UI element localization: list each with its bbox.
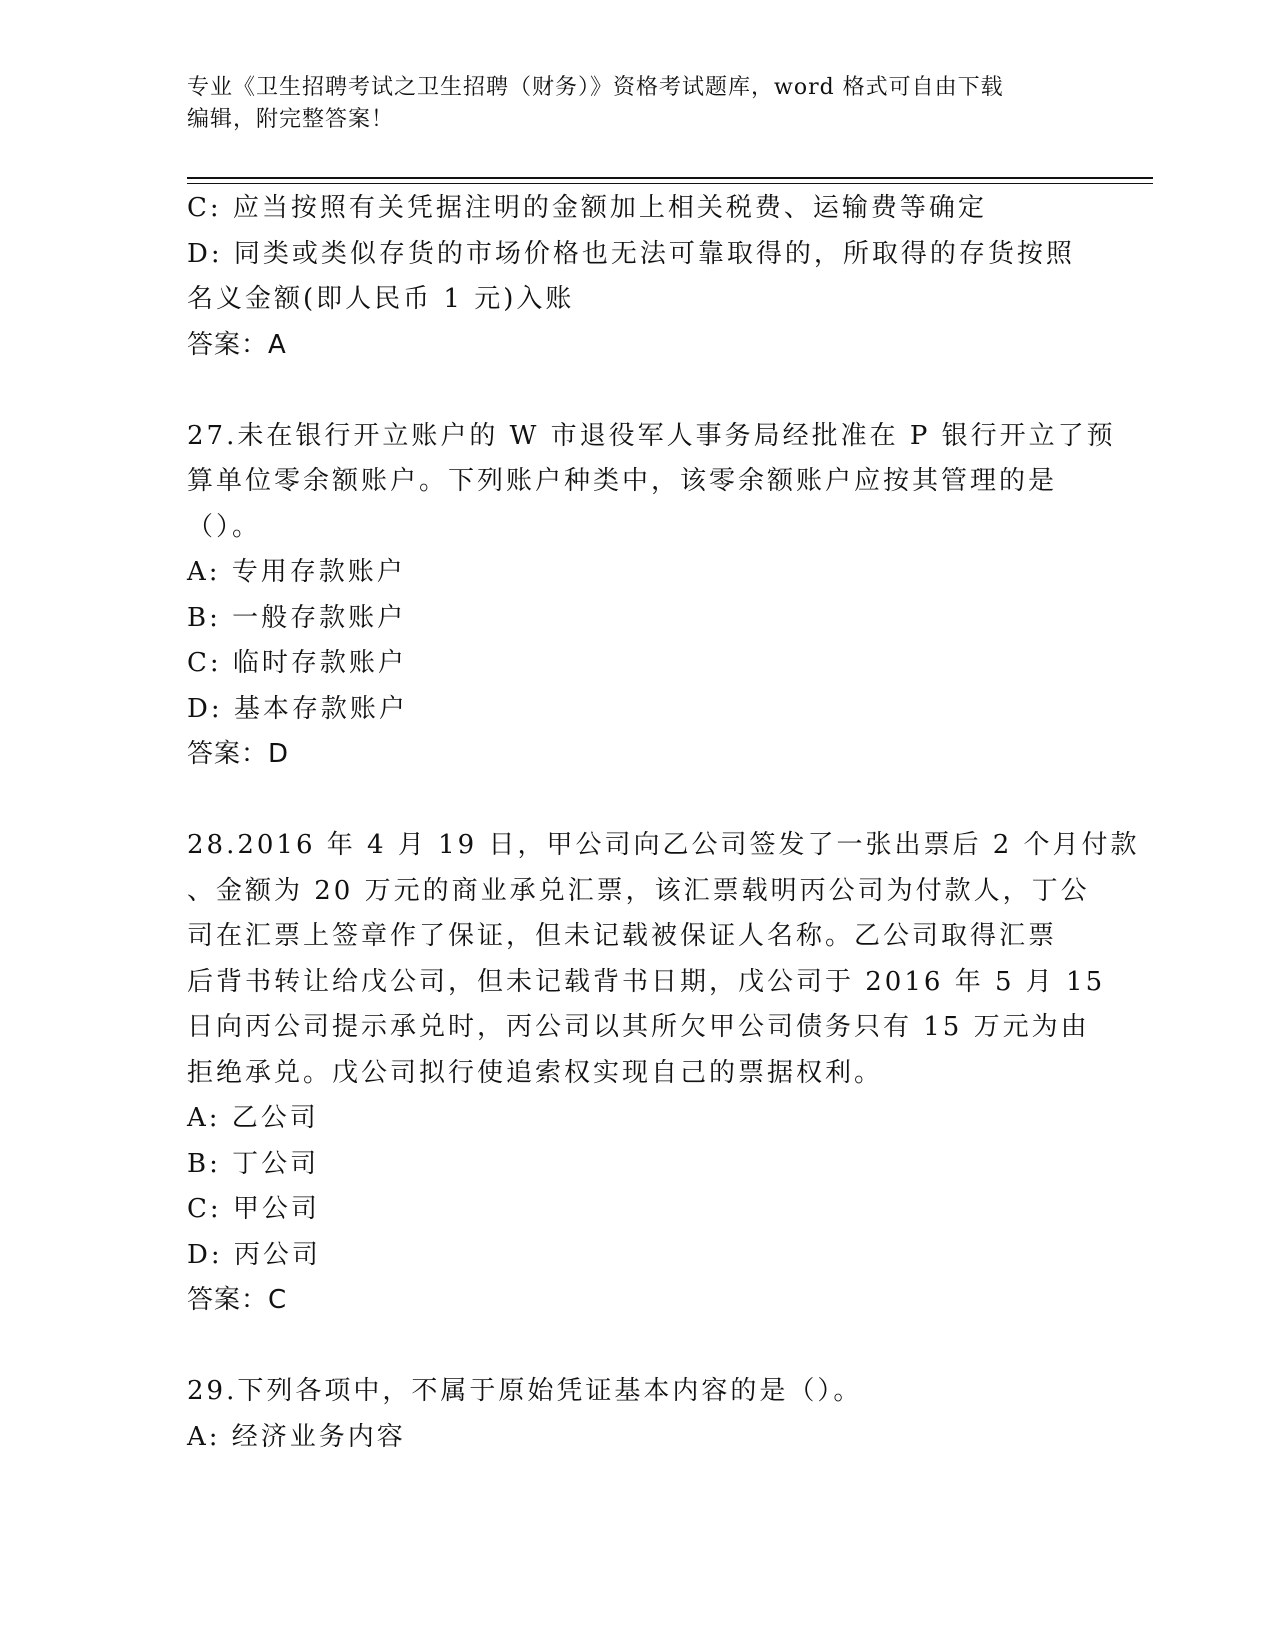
option-d: D: 基本存款账户	[187, 693, 408, 724]
spacer	[187, 1324, 1087, 1370]
question-28-stem-line-5: 日向丙公司提示承兑时，丙公司以其所欠甲公司债务只有 15 万元为由	[187, 1012, 1090, 1042]
question-27-stem-line-1: 27.未在银行开立账户的 W 市退役军人事务局经批准在 P 银行开立了预	[187, 420, 1116, 451]
header-line-1: 专业《卫生招聘考试之卫生招聘（财务）》资格考试题库，word 格式可自由下载	[187, 75, 1004, 100]
question-29-stem-line-1: 29.下列各项中，不属于原始凭证基本内容的是（）。	[187, 1376, 863, 1406]
option-d-line-2: 名义金额(即人民币 1 元)入账	[187, 284, 575, 314]
header-rule-thin	[187, 183, 1153, 184]
header-line-2: 编辑，附完整答案！	[187, 107, 395, 132]
prev-question-block	[187, 186, 1087, 368]
question-content	[187, 186, 1140, 1460]
answer-line: 答案：C	[187, 1285, 288, 1315]
question-29-block	[187, 1369, 1087, 1460]
question-27-stem-line-3: （）。	[187, 511, 262, 542]
option-d-line-1: D: 同类或类似存货的市场价格也无法可靠取得的，所取得的存货按照	[187, 238, 1075, 269]
spacer	[187, 368, 1087, 414]
option-c: C: 临时存款账户	[187, 648, 407, 678]
question-27-block	[187, 414, 1116, 778]
answer-line: 答案：A	[187, 329, 287, 360]
option-b: B: 一般存款账户	[187, 602, 407, 633]
question-28-stem-line-3: 司在汇票上签章作了保证，但未记载被保证人名称。乙公司取得汇票	[187, 921, 1058, 951]
question-28-stem-line-6: 拒绝承兑。戊公司拟行使追索权实现自己的票据权利。	[187, 1057, 884, 1088]
answer-line: 答案：D	[187, 739, 290, 769]
option-a: A: 乙公司	[187, 1103, 319, 1133]
option-a: A: 经济业务内容	[187, 1421, 406, 1452]
header-rule-thick	[187, 177, 1153, 179]
question-28-stem-line-1: 28.2016 年 4 月 19 日，甲公司向乙公司签发了一张出票后 2 个月付款	[187, 830, 1140, 860]
option-b: B: 丁公司	[187, 1148, 320, 1179]
option-c: C: 甲公司	[187, 1194, 320, 1224]
option-c: C: 应当按照有关凭据注明的金额加上相关税费、运输费等确定	[187, 193, 987, 223]
question-28-stem-line-4: 后背书转让给戊公司，但未记载背书日期，戊公司于 2016 年 5 月 15	[187, 966, 1106, 997]
document-header	[187, 72, 1087, 136]
option-d: D: 丙公司	[187, 1239, 321, 1270]
question-28-block	[187, 823, 1140, 1324]
question-28-stem-line-2: 、金额为 20 万元的商业承兑汇票，该汇票载明丙公司为付款人，丁公	[187, 875, 1090, 906]
question-27-stem-line-2: 算单位零余额账户。下列账户种类中，该零余额账户应按其管理的是	[187, 466, 1058, 496]
option-a: A: 专用存款账户	[187, 557, 406, 587]
spacer	[187, 778, 1087, 824]
